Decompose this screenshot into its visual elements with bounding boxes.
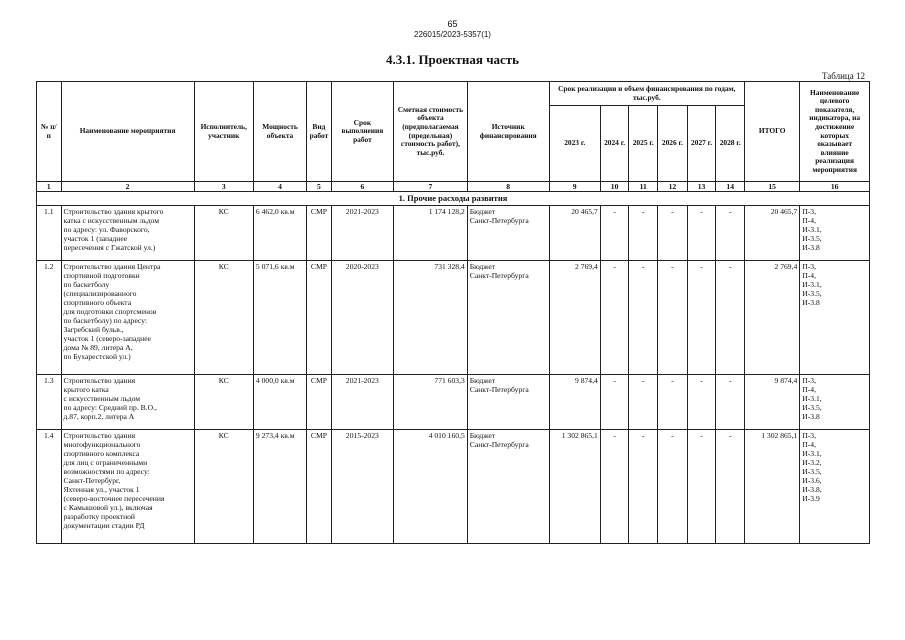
row-capacity: 5 071,6 кв.м — [253, 261, 306, 375]
section-heading-row — [37, 192, 870, 206]
page-number: 65 — [447, 19, 458, 29]
row-year-2026: - — [658, 375, 688, 430]
header-financing-group: Срок реализации и объем финансирования по годам, тыс.руб. — [549, 82, 744, 106]
row-year-2027: - — [687, 430, 716, 544]
row-capacity: 4 000,0 кв.м — [253, 375, 306, 430]
row-indicators: П-3, П-4, И-3.1, И-3.5, И-3.8 — [800, 261, 870, 375]
header-cost: Сметная стоимость объекта (предполагаемая (предельная) стоимость работ), тыс.руб. — [394, 82, 468, 182]
row-executor: КС — [194, 261, 253, 375]
table-row — [37, 375, 870, 430]
row-total: 2 769,4 — [745, 261, 800, 375]
row-source: Бюджет Санкт-Петербурга — [467, 206, 549, 261]
section-title: 4.3.1. Проектная часть — [385, 52, 520, 67]
row-cost: 1 174 128,2 — [394, 206, 468, 261]
row-total: 20 465,7 — [745, 206, 800, 261]
row-capacity: 6 462,0 кв.м — [253, 206, 306, 261]
column-number: 2 — [61, 182, 194, 192]
row-year-2023: 20 465,7 — [549, 206, 600, 261]
row-year-2026: - — [658, 430, 688, 544]
row-cost: 731 328,4 — [394, 261, 468, 375]
row-indicators: П-3, П-4, И-3.1, И-3.5, И-3.8 — [800, 375, 870, 430]
row-executor: КС — [194, 430, 253, 544]
row-term: 2020-2023 — [331, 261, 393, 375]
column-number: 14 — [716, 182, 745, 192]
row-year-2028: - — [716, 375, 745, 430]
header-year-2028: 2028 г. — [716, 106, 745, 182]
header-year-2024: 2024 г. — [600, 106, 629, 182]
row-cost: 771 603,3 — [394, 375, 468, 430]
column-number: 13 — [687, 182, 716, 192]
column-number: 8 — [467, 182, 549, 192]
header-total: ИТОГО — [745, 82, 800, 182]
row-year-2026: - — [658, 261, 688, 375]
financing-table — [36, 81, 870, 544]
table-row — [37, 206, 870, 261]
row-year-2028: - — [716, 430, 745, 544]
row-work-type: СМР — [307, 430, 332, 544]
header-indicator: Наименование целевого показателя, индикатора, на достижение которых оказывает влияние реализация мероприятия — [800, 82, 870, 182]
row-executor: КС — [194, 206, 253, 261]
row-term: 2021-2023 — [331, 206, 393, 261]
row-executor: КС — [194, 375, 253, 430]
section-heading: 1. Прочие расходы развития — [37, 192, 870, 206]
row-year-2028: - — [716, 206, 745, 261]
row-name: Строительство здания крытого катка с искусственным льдом по адресу: ул. Фаворского, участок 1 (западнее пересечения с Гжатской ул.) — [61, 206, 194, 261]
row-capacity: 9 273,4 кв.м — [253, 430, 306, 544]
row-year-2028: - — [716, 261, 745, 375]
header-year-2023: 2023 г. — [549, 106, 600, 182]
row-term: 2015-2023 — [331, 430, 393, 544]
row-cost: 4 010 160,5 — [394, 430, 468, 544]
row-year-2023: 2 769,4 — [549, 261, 600, 375]
column-number: 16 — [800, 182, 870, 192]
header-year-2027: 2027 г. — [687, 106, 716, 182]
document-code: 226015/2023-5357(1) — [414, 30, 491, 39]
row-indicators: П-3, П-4, И-3.1, И-3.2, И-3.5, И-3.6, И-3.8, И-3.9 — [800, 430, 870, 544]
row-work-type: СМР — [307, 261, 332, 375]
column-number: 12 — [658, 182, 688, 192]
row-year-2025: - — [629, 261, 658, 375]
column-number: 4 — [253, 182, 306, 192]
header-capacity: Мощность объекта — [253, 82, 306, 182]
row-work-type: СМР — [307, 206, 332, 261]
row-num: 1.4 — [37, 430, 62, 544]
row-indicators: П-3, П-4, И-3.1, И-3.5, И-3.8 — [800, 206, 870, 261]
column-number: 11 — [629, 182, 658, 192]
row-year-2024: - — [600, 261, 629, 375]
header-year-2025: 2025 г. — [629, 106, 658, 182]
row-num: 1.3 — [37, 375, 62, 430]
row-year-2024: - — [600, 430, 629, 544]
row-name: Строительство здания крытого катка с искусственным льдом по адресу: Средний пр. В.О., д.87, корп.2, литера А — [61, 375, 194, 430]
header-term: Срок выполнения работ — [331, 82, 393, 182]
row-source: Бюджет Санкт-Петербурга — [467, 375, 549, 430]
table-row — [37, 430, 870, 544]
column-number: 9 — [549, 182, 600, 192]
header-executor: Исполнитель, участник — [194, 82, 253, 182]
table-label: Таблица 12 — [822, 71, 865, 81]
row-total: 9 874,4 — [745, 375, 800, 430]
row-year-2026: - — [658, 206, 688, 261]
column-number: 3 — [194, 182, 253, 192]
row-year-2027: - — [687, 375, 716, 430]
row-name: Строительство здания Центра спортивной подготовки по баскетболу (специализированного спортивного объекта для подготовки спортсменов по баскетболу) по адресу: Загребский бульв., участок 1 (северо-западнее дома № 89, литера А, по Бухарестской ул.) — [61, 261, 194, 375]
column-number: 10 — [600, 182, 629, 192]
header-work-type: Вид работ — [307, 82, 332, 182]
header-year-2026: 2026 г. — [658, 106, 688, 182]
row-total: 1 302 865,1 — [745, 430, 800, 544]
row-source: Бюджет Санкт-Петербурга — [467, 430, 549, 544]
column-number: 6 — [331, 182, 393, 192]
row-year-2023: 1 302 865,1 — [549, 430, 600, 544]
row-year-2025: - — [629, 430, 658, 544]
column-number-row — [37, 182, 870, 192]
row-year-2024: - — [600, 375, 629, 430]
column-number: 7 — [394, 182, 468, 192]
row-year-2024: - — [600, 206, 629, 261]
row-work-type: СМР — [307, 375, 332, 430]
row-num: 1.2 — [37, 261, 62, 375]
row-name: Строительство здания многофункционального спортивного комплекса для лиц с ограниченными возможностями по адресу: Санкт-Петербург, Яхтенная ул., участок 1 (северо-восточнее пересечения с Камышовой ул.), включая разработку проектной документации стадии РД — [61, 430, 194, 544]
header-num: № п/п — [37, 82, 62, 182]
column-number: 15 — [745, 182, 800, 192]
column-number: 5 — [307, 182, 332, 192]
header-source: Источник финансирования — [467, 82, 549, 182]
row-year-2025: - — [629, 375, 658, 430]
row-year-2023: 9 874,4 — [549, 375, 600, 430]
row-term: 2021-2023 — [331, 375, 393, 430]
row-num: 1.1 — [37, 206, 62, 261]
row-year-2025: - — [629, 206, 658, 261]
row-year-2027: - — [687, 206, 716, 261]
table-row — [37, 261, 870, 375]
row-source: Бюджет Санкт-Петербурга — [467, 261, 549, 375]
header-name: Наименование мероприятия — [61, 82, 194, 182]
row-year-2027: - — [687, 261, 716, 375]
column-number: 1 — [37, 182, 62, 192]
